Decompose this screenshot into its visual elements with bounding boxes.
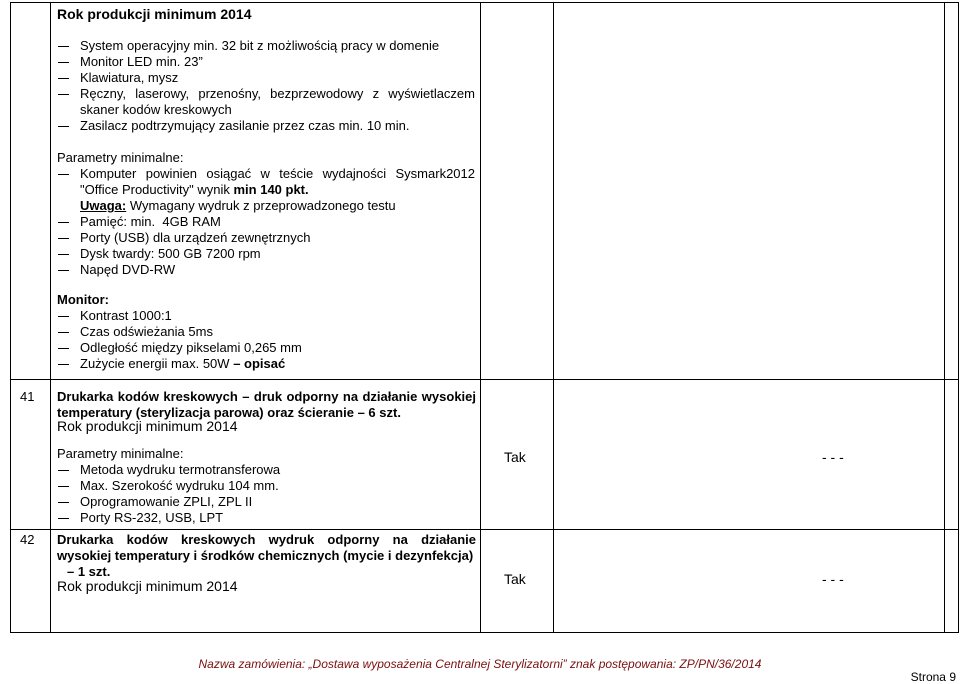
row41-answer: Tak [504, 449, 526, 465]
row40-item-monitor: Monitor LED min. 23” [80, 54, 203, 69]
row41-params-heading: Parametry minimalne: [57, 446, 184, 461]
row40-monitor-pixel: Odległość między pikselami 0,265 mm [80, 340, 302, 355]
note-text: Wymagany wydruk z przeprowadzonego testu [126, 198, 396, 213]
row42-year: Rok produkcji minimum 2014 [57, 578, 238, 594]
dash-icon [58, 46, 69, 47]
row40-year-title: Rok produkcji minimum 2014 [57, 6, 252, 22]
dash-icon [58, 348, 69, 349]
page-number: Strona 9 [910, 670, 956, 684]
row40-monitor-contrast: Kontrast 1000:1 [80, 308, 172, 323]
row42-desc-line1: Drukarka kodów kreskowych wydruk odporny na działanie [57, 532, 476, 547]
perf-text: "Office Productivity" wynik [80, 182, 234, 197]
dash-icon [58, 316, 69, 317]
row40-monitor-power [80, 356, 285, 372]
dash-icon [58, 62, 69, 63]
row41-desc-line2: temperatury (sterylizacja parowa) oraz ścieranie – 6 szt. [57, 405, 401, 420]
dash-icon [58, 254, 69, 255]
row40-monitor-heading: Monitor: [57, 292, 109, 307]
page-footer: Nazwa zamówienia: „Dostawa wyposażenia Centralnej Sterylizatorni” znak postępowania: ZP/PN/36/2014 [198, 657, 762, 671]
row41-year: Rok produkcji minimum 2014 [57, 418, 238, 434]
row41-desc-line1: Drukarka kodów kreskowych – druk odporny na działanie wysokiej [57, 389, 476, 404]
row40-note [80, 198, 396, 214]
dash-icon [58, 518, 69, 519]
row41-number: 41 [20, 389, 35, 404]
dash-separator: – [233, 356, 241, 371]
dash-icon [58, 126, 69, 127]
row42-answer: Tak [504, 571, 526, 587]
dash-icon [58, 94, 69, 95]
dash-icon [58, 174, 69, 175]
row40-item-ups: Zasilacz podtrzymujący zasilanie przez czas min. 10 min. [80, 118, 410, 133]
row40-item-keyboard: Klawiatura, mysz [80, 70, 179, 85]
row40-perf-line2 [80, 182, 309, 198]
dash-icon [58, 470, 69, 471]
dash-icon [58, 238, 69, 239]
row42-desc-line3: – 1 szt. [67, 564, 111, 579]
row41-item-width: Max. Szerokość wydruku 104 mm. [80, 478, 279, 493]
perf-score: min 140 pkt. [233, 182, 309, 197]
dash-icon [58, 78, 69, 79]
row42-value: - - - [822, 571, 844, 587]
row40-spec-ram: Pamięć: min. 4GB RAM [80, 214, 221, 229]
row40-perf-line1: Komputer powinien osiągać w teście wydajności Sysmark2012 [80, 166, 475, 181]
row40-spec-dvd: Napęd DVD-RW [80, 262, 176, 277]
row41-item-method: Metoda wydruku termotransferowa [80, 462, 281, 477]
row40-item-os: System operacyjny min. 32 bit z możliwością pracy w domenie [80, 38, 440, 53]
dash-icon [58, 222, 69, 223]
row41-item-ports: Porty RS-232, USB, LPT [80, 510, 224, 525]
note-label: Uwaga: [80, 198, 127, 213]
row40-params-heading: Parametry minimalne: [57, 150, 184, 165]
power-text: Zużycie energii max. 50W [80, 356, 230, 371]
row40-spec-hdd: Dysk twardy: 500 GB 7200 rpm [80, 246, 261, 261]
row40-item-scanner-cont: skaner kodów kreskowych [80, 102, 232, 117]
row40-item-scanner: Ręczny, laserowy, przenośny, bezprzewodowy z wyświetlaczem [80, 86, 475, 101]
describe-label: opisać [244, 356, 286, 371]
dash-icon [58, 332, 69, 333]
row41-value: - - - [822, 449, 844, 465]
row40-spec-usb: Porty (USB) dla urządzeń zewnętrznych [80, 230, 311, 245]
row42-number: 42 [20, 532, 35, 547]
dash-icon [58, 270, 69, 271]
row40-monitor-refresh: Czas odświeżania 5ms [80, 324, 213, 339]
dash-icon [58, 502, 69, 503]
dash-icon [58, 486, 69, 487]
dash-icon [58, 364, 69, 365]
row42-desc-line2: wysokiej temperatury i środków chemicznych (mycie i dezynfekcja) [57, 548, 474, 563]
row41-item-software: Oprogramowanie ZPLI, ZPL II [80, 494, 253, 509]
